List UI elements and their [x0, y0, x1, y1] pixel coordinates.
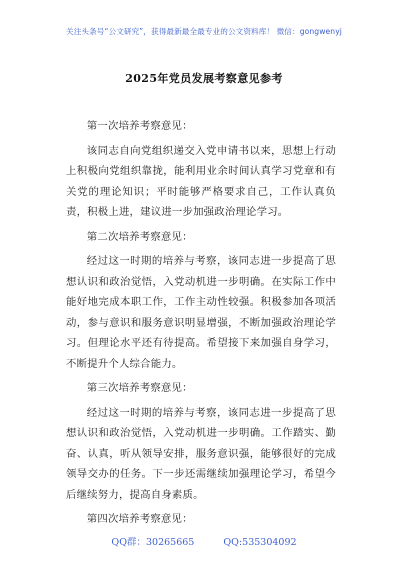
footer-qq: QQ:535304092 — [223, 537, 297, 548]
section-paragraph-1: 该同志自向党组织递交入党申请书以来，思想上行动上积极向党组织靠拢，能利用业余时间认真学习党章和有关党的理论知识；平时能够严格要求自己，工作认真负责，积极上进，建议进一步加强政治理论学习。 — [66, 144, 336, 218]
section-heading-3: 第三次培养考察意见： — [86, 382, 193, 394]
footer-qq-group: QQ群：30265665 — [111, 537, 195, 548]
section-paragraph-2: 经过这一时期的培养与考察，该同志进一步提高了思想认识和政治觉悟，入党动机进一步明确。在实际工作中能好地完成本职工作，工作主动性较强。积极参加各项活动，参与意识和服务意识明显增强，不断加强政治理论学习。但理论水平还有待提高。希望接下来加强自身学习，不断提升个人综合能力。 — [66, 255, 336, 370]
section-heading-1: 第一次培养考察意见： — [86, 120, 193, 132]
section-heading-2: 第二次培养考察意见： — [86, 230, 193, 243]
document-title: 2025年党员发展考察意见参考 — [125, 72, 283, 85]
footer-contact — [0, 534, 408, 548]
section-heading-4: 第四次培养考察意见： — [86, 513, 193, 525]
section-paragraph-3: 经过这一时期的培养与考察，该同志进一步提高了思想认识和政治觉悟，入党动机进一步明确。工作踏实、勤奋、认真，听从领导安排，服务意识强，能够很好的完成领导交办的任务。下一步还需继续加强理论学习，希望今后继续努力，提高自身素质。 — [66, 406, 336, 501]
document-body — [66, 116, 336, 534]
header-promo-note: 关注头条号“公文研究”，获得最新最全最专业的公文资料库！ 微信：gongwenyj — [66, 27, 342, 36]
